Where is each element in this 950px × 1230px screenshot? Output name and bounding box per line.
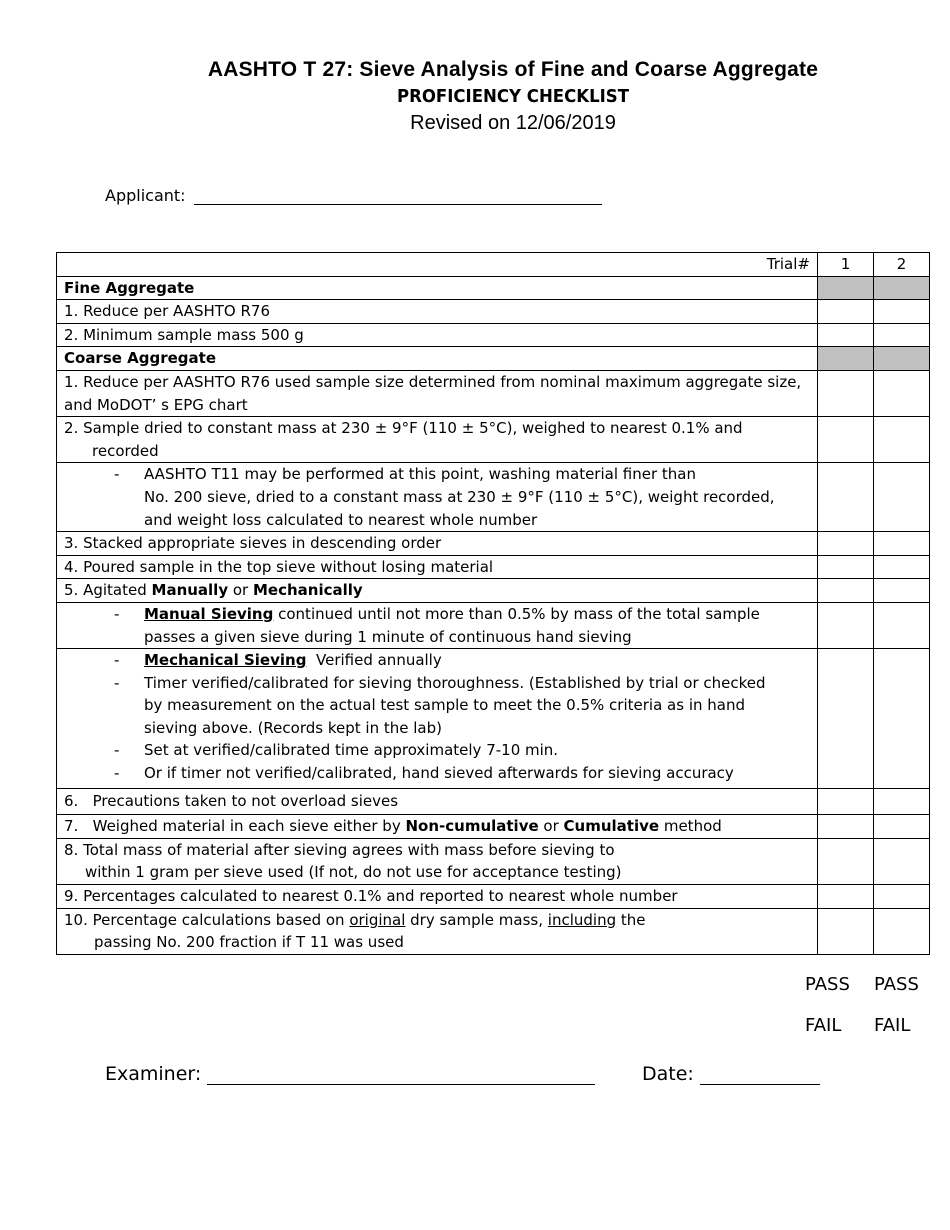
timer-line-1: Timer verified/calibrated for sieving thoroughness. (Established by trial or checked (144, 673, 766, 692)
checklist-row (57, 300, 930, 324)
t11-line-2: No. 200 sieve, dried to a constant mass at 230 ± 9°F (110 ± 5°C), weight recorded, (144, 487, 775, 506)
trial-2-cell[interactable] (874, 555, 930, 579)
step-10-including: including (547, 910, 617, 929)
examiner-field[interactable] (105, 1062, 595, 1085)
checklist-row (57, 370, 930, 416)
checklist-row (57, 555, 930, 579)
set-time-text: Set at verified/calibrated time approximately 7-10 min. (144, 741, 559, 760)
trial-1-cell[interactable] (818, 323, 874, 347)
trial-1-cell (818, 347, 874, 371)
step-7-suffix: method (659, 817, 722, 836)
checklist-row (57, 788, 930, 815)
date-line[interactable] (700, 1062, 820, 1085)
step-10-line-2: passing No. 200 fraction if T 11 was used (94, 933, 404, 952)
checklist-row (57, 463, 930, 532)
trial-1-header: 1 (818, 253, 874, 277)
trial-2-cell[interactable] (874, 579, 930, 603)
hand-sieved-text: Or if timer not verified/calibrated, hand sieved afterwards for sieving accuracy (144, 764, 734, 783)
trial-1-pass-option[interactable]: PASS (805, 974, 850, 995)
step-5 (57, 579, 818, 603)
mechanical-sieving-title: Mechanical Sieving (144, 651, 307, 670)
checklist-row (57, 602, 930, 648)
coarse-step-2-line-1: 2. Sample dried to constant mass at 230 ± 9°F (110 ± 5°C), weighed to nearest 0.1% and (64, 419, 743, 438)
trial-2-cell[interactable] (874, 463, 930, 532)
step-5-mechanically: Mechanically (253, 581, 363, 600)
trial-header-row (57, 253, 930, 277)
bullet-dash: - (114, 604, 120, 623)
checklist-row (57, 815, 930, 839)
fine-aggregate-heading-row (57, 276, 930, 300)
trial-1-cell[interactable] (818, 838, 874, 884)
applicant-label: Applicant: (105, 186, 186, 205)
step-7-non-cumulative: Non-cumulative (405, 817, 539, 836)
step-5-or: or (228, 581, 253, 600)
trial-1-cell[interactable] (818, 602, 874, 648)
document-subtitle: PROFICIENCY CHECKLIST (396, 86, 630, 107)
step-4: 4. Poured sample in the top sieve without losing material (57, 555, 818, 579)
examiner-signature-line[interactable] (207, 1062, 595, 1085)
trial-1-cell[interactable] (818, 463, 874, 532)
bullet-dash: - (114, 651, 120, 670)
step-7-prefix: 7. Weighed material in each sieve either by (64, 817, 406, 836)
trial-2-cell[interactable] (874, 838, 930, 884)
date-field[interactable] (642, 1062, 820, 1085)
trial-1-cell (818, 276, 874, 300)
trial-1-cell[interactable] (818, 579, 874, 603)
trial-1-cell[interactable] (818, 788, 874, 815)
document-title: AASHTO T 27: Sieve Analysis of Fine and Coarse Aggregate (207, 58, 819, 81)
step-10-mid: dry sample mass, (405, 910, 548, 929)
date-label: Date: (642, 1063, 694, 1085)
trial-label: Trial# (57, 253, 818, 277)
step-7 (57, 815, 818, 839)
manual-sieving-text-2: passes a given sieve during 1 minute of continuous hand sieving (144, 627, 632, 646)
fine-aggregate-heading: Fine Aggregate (57, 276, 818, 300)
trial-1-cell[interactable] (818, 532, 874, 556)
coarse-aggregate-heading: Coarse Aggregate (57, 347, 818, 371)
trial-2-cell[interactable] (874, 323, 930, 347)
checklist-row (57, 323, 930, 347)
t11-substep (57, 463, 818, 532)
manual-sieving-text: continued until not more than 0.5% by mass of the total sample (273, 604, 760, 623)
manual-sieving-substep (57, 602, 818, 648)
timer-line-2: by measurement on the actual test sample to meet the 0.5% criteria as in hand (144, 696, 745, 715)
checklist-row (57, 885, 930, 909)
manual-sieving-title: Manual Sieving (144, 604, 274, 623)
trial-1-cell[interactable] (818, 885, 874, 909)
trial-2-cell (874, 347, 930, 371)
checklist-row (57, 908, 930, 954)
trial-2-cell[interactable] (874, 532, 930, 556)
trial-2-cell[interactable] (874, 649, 930, 789)
mechanical-sieving-substep (57, 649, 818, 789)
step-8-line-1: 8. Total mass of material after sieving agrees with mass before sieving to (64, 840, 615, 859)
bullet-dash: - (114, 741, 120, 760)
step-8-line-2: within 1 gram per sieve used (If not, do not use for acceptance testing) (85, 863, 622, 882)
trial-1-cell[interactable] (818, 908, 874, 954)
step-5-manually: Manually (151, 581, 229, 600)
trial-2-cell (874, 276, 930, 300)
checklist-row (57, 532, 930, 556)
trial-2-cell[interactable] (874, 417, 930, 463)
trial-2-cell[interactable] (874, 815, 930, 839)
trial-1-cell[interactable] (818, 370, 874, 416)
checklist-row (57, 649, 930, 789)
step-3: 3. Stacked appropriate sieves in descending order (57, 532, 818, 556)
checklist-row (57, 838, 930, 884)
trial-2-cell[interactable] (874, 885, 930, 909)
fine-step-1: 1. Reduce per AASHTO R76 (57, 300, 818, 324)
coarse-aggregate-heading-row (57, 347, 930, 371)
t11-line-3: and weight loss calculated to nearest whole number (144, 510, 538, 529)
t11-line-1: AASHTO T11 may be performed at this point, washing material finer than (144, 465, 696, 484)
applicant-signature-line[interactable] (194, 186, 602, 205)
trial-2-header: 2 (874, 253, 930, 277)
step-7-or: or (538, 817, 564, 836)
step-10-original: original (349, 910, 406, 929)
coarse-step-1: 1. Reduce per AASHTO R76 used sample size determined from nominal maximum aggregate size, and MoDOT’ s EPG chart (57, 370, 818, 416)
fine-step-2: 2. Minimum sample mass 500 g (57, 323, 818, 347)
mechanical-sieving-text: Verified annually (306, 651, 442, 670)
step-10-prefix: 10. Percentage calculations based on (64, 910, 350, 929)
checklist-row (57, 417, 930, 463)
checklist-row (57, 579, 930, 603)
step-5-prefix: 5. Agitated (64, 581, 152, 600)
examiner-label: Examiner: (105, 1063, 202, 1085)
trial-1-cell[interactable] (818, 300, 874, 324)
trial-1-cell[interactable] (818, 649, 874, 789)
bullet-dash: - (114, 673, 120, 692)
bullet-dash: - (114, 465, 120, 484)
trial-1-cell[interactable] (818, 555, 874, 579)
step-7-cumulative: Cumulative (563, 817, 660, 836)
trial-2-pass-option[interactable]: PASS (874, 974, 919, 995)
trial-2-cell[interactable] (874, 788, 930, 815)
timer-line-3: sieving above. (Records kept in the lab) (144, 718, 442, 737)
applicant-field[interactable] (105, 186, 602, 205)
step-10-suffix: the (616, 910, 646, 929)
revision-date: Revised on 12/06/2019 (410, 112, 616, 134)
step-6: 6. Precautions taken to not overload sieves (57, 788, 818, 815)
trial-1-cell[interactable] (818, 417, 874, 463)
coarse-step-2 (57, 417, 818, 463)
trial-2-cell[interactable] (874, 602, 930, 648)
trial-1-fail-option[interactable]: FAIL (805, 1015, 842, 1036)
step-8 (57, 838, 818, 884)
trial-1-cell[interactable] (818, 815, 874, 839)
trial-2-cell[interactable] (874, 300, 930, 324)
step-10 (57, 908, 818, 954)
trial-2-cell[interactable] (874, 370, 930, 416)
trial-2-cell[interactable] (874, 908, 930, 954)
coarse-step-2-line-2: recorded (92, 441, 159, 460)
checklist-table (56, 252, 930, 955)
step-9: 9. Percentages calculated to nearest 0.1% and reported to nearest whole number (57, 885, 818, 909)
trial-2-fail-option[interactable]: FAIL (874, 1015, 911, 1036)
bullet-dash: - (114, 764, 120, 783)
